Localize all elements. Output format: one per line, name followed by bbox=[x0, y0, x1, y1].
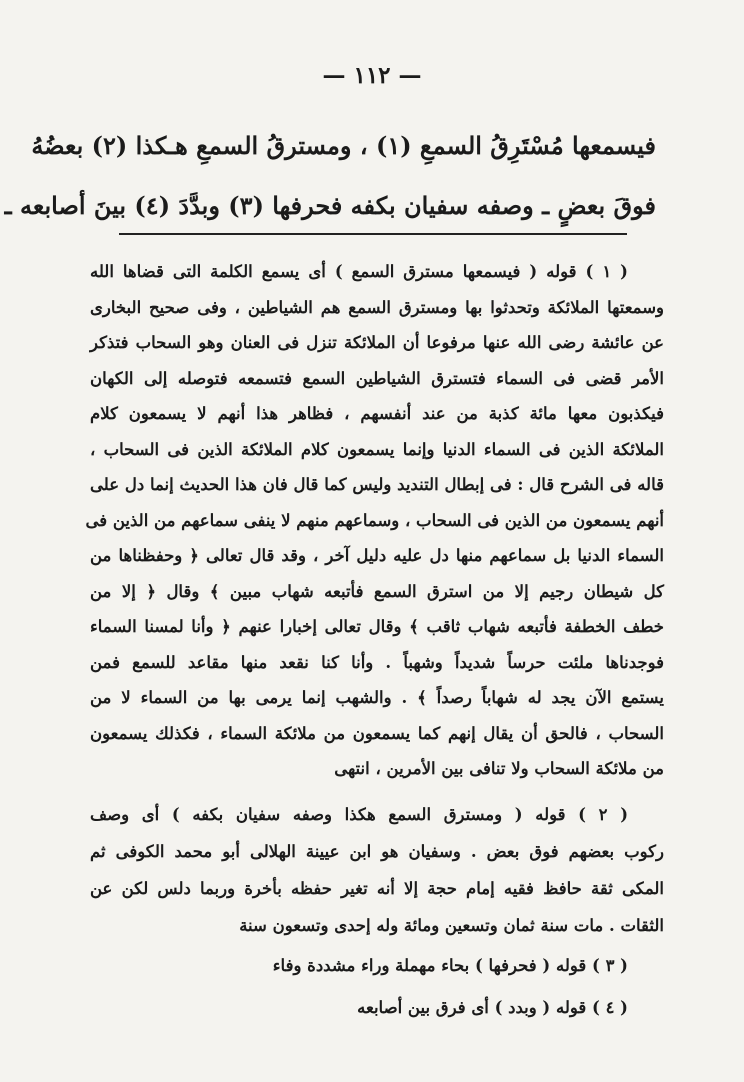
footnote-line: ( ٢ ) قوله ( ومسترق السمع هكذا وصفه سفيان بكفه ) أى وصف bbox=[90, 805, 628, 824]
footnote-divider bbox=[119, 233, 627, 235]
page-number: — ١١٢ — bbox=[322, 62, 422, 89]
footnote-line: عن عائشة رضى الله عنها مرفوعا أن الملائكة تنزل فى العنان وهو السحاب فتذكر bbox=[90, 333, 664, 352]
footnote-line: المكى ثقة حافظ فقيه إمام حجة إلا أنه تغير حفظه بأخرة وربما دلس لكن عن bbox=[90, 879, 664, 898]
footnote-line: السماء الدنيا بل سماعهم منها دل عليه دليل آخر ، وقد قال تعالى ﴿ وحفظناها من bbox=[90, 546, 664, 565]
footnote-line: ( ٤ ) قوله ( وبدد ) أى فرق بين أصابعه bbox=[357, 998, 628, 1017]
footnote-line: السحاب ، فالحق أن يقال إنهم كما يسمعون من ملائكة السماء ، فكذلك يسمعون bbox=[90, 723, 664, 743]
footnote-line: وسمعتها الملائكة وتحدثوا بها ومسترق السمع هم الشياطين ، وفى صحيح البخارى bbox=[90, 297, 664, 317]
footnote-line: الأمر قضى فى السماء فتسترق الشياطين السمع فتسمعه فتوصله إلى الكهان bbox=[90, 368, 664, 388]
footnote-2 bbox=[90, 796, 664, 944]
footnote-line: ( ١ ) قوله ( فيسمعها مسترق السمع ) أى يسمع الكلمة التى قضاها الله bbox=[90, 262, 628, 281]
main-text bbox=[4, 116, 656, 236]
footnote-line: ( ٣ ) قوله ( فحرفها ) بحاء مهملة وراء مشددة وفاء bbox=[272, 956, 628, 975]
footnote-1 bbox=[85, 254, 664, 787]
footnote-line: ركوب بعضهم فوق بعض . وسفيان هو ابن عيينة الهلالى أبو محمد الكوفى ثم bbox=[90, 842, 664, 861]
footnote-line: يستمع الآن يجد له شهاباً رصداً ﴾ . والشهب إنما يرمى بها من السماء لا من bbox=[90, 688, 664, 707]
footnote-line: الثقات . مات سنة ثمان وتسعين ومائة وله إحدى وتسعون سنة bbox=[239, 916, 664, 935]
main-text-line: فوقَ بعضٍ ـ وصفه سفيان بكفه فحرفها (٣) وبدَّدَ (٤) بينَ أصابعه ـ bbox=[4, 191, 656, 220]
footnote-line: فوجدناها ملئت حرساً شديداً وشهباً . وأنا كنا نقعد منها مقاعد للسمع فمن bbox=[90, 652, 664, 672]
footnote-line: خطف الخطفة فأتبعه شهاب ثاقب ﴾ وقال تعالى إخبارا عنهم ﴿ وأنا لمسنا السماء bbox=[90, 617, 664, 636]
main-text-line: فيسمعها مُسْتَرِقُ السمعِ (١) ، ومسترقُ السمعِ هـكذا (٢) بعضُهُ bbox=[31, 131, 656, 160]
footnote-line: أنهم يسمعون من الذين فى السحاب ، وسماعهم منهم لا ينفى سماعهم من الذين فى bbox=[85, 510, 664, 530]
footnote-3 bbox=[90, 948, 664, 984]
footnote-line: الملائكة الذين فى السماء الدنيا وإنما يسمعون كلام الملائكة الذين فى السحاب ، bbox=[90, 439, 664, 459]
footnote-line: كل شيطان رجيم إلا من استرق السمع فأتبعه شهاب مبين ﴾ وقال ﴿ إلا من bbox=[90, 581, 664, 601]
footnote-line: من ملائكة السحاب ولا تنافى بين الأمرين ، انتهى bbox=[334, 759, 664, 778]
footnote-line: فيكذبون معها مائة كذبة من عند أنفسهم ، فظاهر هذا أنهم لا يسمعون كلام bbox=[90, 404, 664, 423]
footnote-4 bbox=[90, 990, 664, 1026]
footnote-line: قاله فى الشرح قال : فى إبطال التنديد وليس كما قال فان هذا الحديث إنما دل على bbox=[90, 475, 664, 494]
